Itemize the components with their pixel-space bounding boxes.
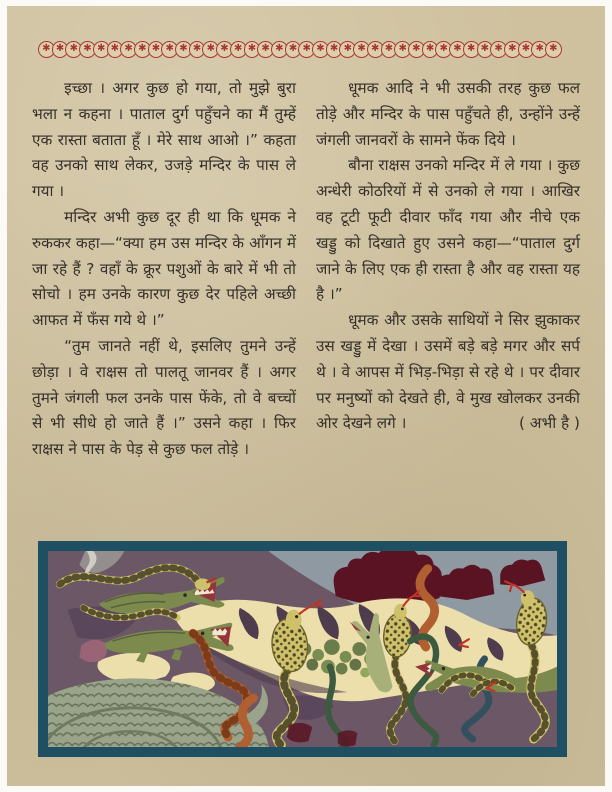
star-motif: ✱: [244, 41, 261, 58]
star-motif: ✱: [394, 41, 411, 58]
paragraph-text: “तुम जानते नहीं थे, इसलिए तुमने उन्हें छोड़ा । वे राक्षस तो पालतू जानवर हैं । अगर तुमने जंगली फल उनके पास फेंके, तो वे बच्चों से भी सीधे हो जाते हैं ।” उसने कहा । फिर राक्षस ने पास के पेड़ से कुछ फल तोड़े ।: [32, 336, 296, 459]
paragraph: [316, 153, 580, 308]
star-motif: ✱: [422, 41, 439, 58]
star-motif: ✱: [490, 41, 507, 58]
star-motif: ✱: [230, 41, 247, 58]
star-motif: ✱: [271, 41, 288, 58]
paragraph-text: बौना राक्षस उनको मन्दिर में ले गया । कुछ अन्धेरी कोठरियों में से उनको ले गया । आखिर वह टूटी फूटी दीवार फाँद गया और नीचे एक खड्डु को दिखाते हुए उसने कहा—“पाताल दुर्ग जाने के लिए एक ही रास्ता है और वह रास्ता यह है ।”: [316, 156, 580, 304]
star-motif: ✱: [285, 41, 302, 58]
star-motif: ✱: [408, 41, 425, 58]
star-motif: ✱: [257, 41, 274, 58]
text-columns: [32, 76, 580, 463]
column-right: [316, 76, 580, 463]
star-motif: ✱: [339, 41, 356, 58]
star-motif: ✱: [52, 41, 69, 58]
pit-illustration: [48, 551, 557, 747]
star-motif: ✱: [93, 41, 110, 58]
paragraph: [32, 334, 296, 463]
star-motif: ✱: [353, 41, 370, 58]
ornament-band: [38, 41, 562, 58]
paragraph-text: इच्छा । अगर कुछ हो गया, तो मुझे बुरा भला न कहना । पाताल दुर्ग पहुँचने का मैं तुम्हें एक रास्ता बताता हूँ । मेरे साथ आओ ।” कहता वह उनको साथ लेकर, उजड़े मन्दिर के पास ले गया ।: [32, 79, 296, 201]
star-motif: ✱: [298, 41, 315, 58]
star-motif: ✱: [531, 41, 548, 58]
star-motif: ✱: [120, 41, 137, 58]
star-motif: ✱: [518, 41, 535, 58]
illustration-frame: [38, 541, 567, 757]
star-motif: ✱: [435, 41, 452, 58]
star-motif: ✱: [148, 41, 165, 58]
star-motif: ✱: [79, 41, 96, 58]
star-motif: ✱: [65, 41, 82, 58]
star-motif: ✱: [175, 41, 192, 58]
paragraph: [32, 76, 296, 205]
star-motif: ✱: [504, 41, 521, 58]
paragraph-text: धूमक आदि ने भी उसकी तरह कुछ फल तोड़े और मन्दिर के पास पहुँचते ही, उन्होंने उन्हें जंगली जानवरों के सामने फेंक दिये ।: [316, 79, 580, 149]
star-motif: ✱: [477, 41, 494, 58]
continuation-note: ( अभी है ): [518, 414, 580, 433]
star-motif: ✱: [189, 41, 206, 58]
paragraph-text: धूमक और उसके साथियों ने सिर झुकाकर उस खड्डु में देखा । उसमें बड़े बड़े मगर और सर्प थे । वे आपस में भिड़-भिड़ा से रहे थे । पर दीवार पर मनुष्यों को देखते ही, वे मुख खोलकर उनकी ओर देखने लगे ।: [316, 311, 580, 433]
star-motif: ✱: [38, 41, 55, 58]
star-motif: ✱: [449, 41, 466, 58]
star-motif: ✱: [326, 41, 343, 58]
star-motif: ✱: [312, 41, 329, 58]
star-motif: ✱: [107, 41, 124, 58]
star-motif: ✱: [202, 41, 219, 58]
star-motif: ✱: [463, 41, 480, 58]
star-motif: ✱: [134, 41, 151, 58]
paragraph-text: मन्दिर अभी कुछ दूर ही था कि धूमक ने रुककर कहा—“क्या हम उस मन्दिर के आँगन में जा रहे हैं ? वहाँ के क्रूर पशुओं के बारे में भी तो सोचो । हम उनके कारण कुछ देर पहिले अच्छी आफत में फँस गये थे ।”: [32, 207, 296, 330]
page-sheet: [7, 6, 605, 786]
paragraph: [316, 76, 580, 153]
paragraph: [32, 205, 296, 334]
star-motif: ✱: [161, 41, 178, 58]
star-motif: ✱: [216, 41, 233, 58]
paragraph: [316, 308, 580, 437]
star-motif: ✱: [367, 41, 384, 58]
star-motif: ✱: [381, 41, 398, 58]
star-motif: ✱: [545, 41, 562, 58]
column-left: [32, 76, 296, 463]
